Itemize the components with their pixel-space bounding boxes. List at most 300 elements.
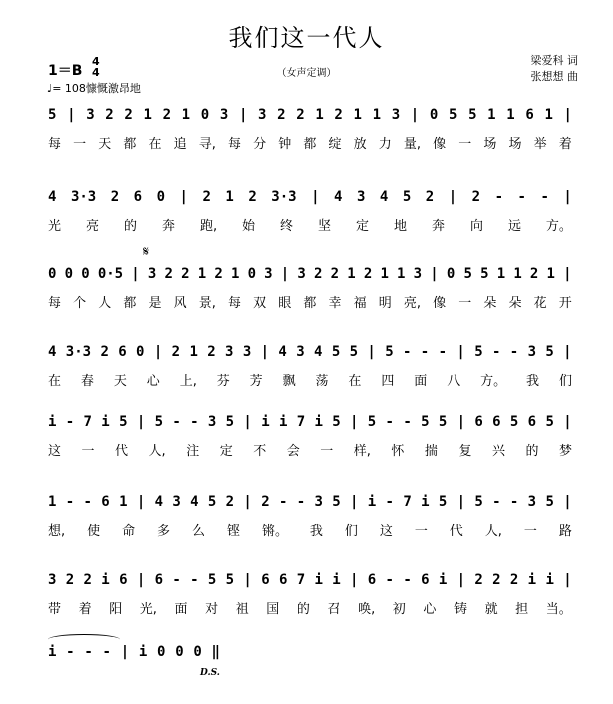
note-row (48, 340, 572, 364)
note: 1 (506, 107, 515, 123)
barline: | (563, 266, 572, 282)
lyric-syllable: 的 (525, 444, 539, 459)
note: 6 (474, 414, 483, 430)
note: 0 (247, 266, 256, 282)
note: 2 (65, 572, 75, 588)
lyric-syllable: 们 (558, 374, 572, 389)
lyric-syllable: 分 (253, 137, 267, 152)
lyric-syllable: 方。 (545, 219, 572, 234)
note: 7 (296, 572, 306, 588)
lyric-syllable: 都 (123, 296, 137, 311)
note: 0 (200, 107, 210, 123)
note: i (138, 644, 148, 660)
lyric-syllable: 祖 (235, 602, 249, 617)
lyric-syllable: 每 (228, 296, 242, 311)
lyric-syllable: 不 (253, 444, 267, 459)
note: - (65, 414, 75, 430)
barline: | (280, 266, 290, 282)
lyric-syllable: 花 (533, 296, 547, 311)
note: - (438, 344, 448, 360)
barline: | (136, 494, 146, 510)
note: 3 (48, 572, 57, 588)
note: 5 (385, 344, 394, 360)
barline: | (120, 644, 130, 660)
segno-sign: 𝄋 (143, 244, 150, 260)
note: 6 (133, 189, 143, 205)
lyric-syllable: 面 (174, 602, 188, 617)
note: 1 (353, 107, 362, 123)
lyric-syllable: 一 (73, 137, 87, 152)
note: 4 (48, 344, 57, 360)
note: i (438, 572, 448, 588)
key-signature: 1＝B (48, 63, 83, 79)
note: - (190, 572, 199, 588)
note: - (102, 644, 111, 660)
note: 2 (162, 107, 171, 123)
dal-segno-mark: D.S. (200, 668, 220, 678)
lyric-syllable: 绽 (328, 137, 342, 152)
barline: | (350, 414, 359, 430)
lyric-syllable: 追 (173, 137, 187, 152)
lyric-syllable: 带 (48, 602, 62, 617)
note: 2 (277, 107, 286, 123)
lyric-syllable: 个 (73, 296, 87, 311)
lyric-syllable: 使 (87, 524, 101, 539)
note: 5 (225, 414, 235, 430)
note: 4 (334, 189, 343, 205)
lyric-syllable: 每 (48, 137, 62, 152)
key-note: （女声定调） (276, 68, 337, 79)
barline: | (243, 494, 252, 510)
note: 2 (314, 266, 323, 282)
lyric-syllable: 始 (242, 219, 256, 234)
note: 3 (356, 189, 366, 205)
lyric-syllable: 一 (414, 524, 428, 539)
note: - (509, 344, 519, 360)
note: 4 (48, 189, 57, 205)
note: i (527, 572, 537, 588)
lyric-syllable: 一 (458, 137, 472, 152)
note: - (420, 344, 430, 360)
lyric-syllable: 会 (286, 444, 300, 459)
lyric-syllable: 寻, (198, 137, 216, 152)
note: 1 (189, 344, 198, 360)
note: 2 (202, 189, 211, 205)
lyric-syllable: 一 (523, 524, 537, 539)
note: 0 (429, 107, 439, 123)
note: 5 (421, 414, 430, 430)
barline: | (238, 107, 248, 123)
lyric-syllable: 方。 (480, 374, 507, 389)
note: 0 (136, 344, 145, 360)
note: 6 (278, 572, 288, 588)
barline: | (136, 572, 146, 588)
lyric-syllable: 举 (533, 137, 547, 152)
lyric-syllable: 揣 (424, 444, 438, 459)
note: 5 (474, 344, 483, 360)
lyric-syllable: 四 (381, 374, 395, 389)
note: 1 (225, 189, 234, 205)
lyric-syllable: 荡 (315, 374, 329, 389)
note: 2 (296, 107, 305, 123)
note: 3 (527, 494, 537, 510)
lyric-syllable: 么 (192, 524, 206, 539)
lyric-syllable: 每 (48, 296, 62, 311)
lyric-syllable: 风 (173, 296, 187, 311)
lyric-syllable: 着 (558, 137, 572, 152)
note: 2 (225, 494, 235, 510)
note: 5 (119, 414, 128, 430)
lyric-syllable: 都 (303, 137, 317, 152)
barline: | (350, 494, 359, 510)
lyric-syllable: 终 (280, 219, 294, 234)
note: - (385, 494, 394, 510)
note: 6 (527, 414, 537, 430)
lyric-syllable: 量, (403, 137, 422, 152)
barline: | (563, 414, 572, 430)
note: 4 (154, 494, 164, 510)
lyric-syllable: 光 (48, 219, 62, 234)
lyric-syllable: 复 (458, 444, 472, 459)
lyric-syllable: 都 (303, 296, 317, 311)
note: 3 (86, 107, 95, 123)
note: 2 (83, 572, 92, 588)
lyric-syllable: 定 (356, 219, 370, 234)
note: 1 (487, 107, 496, 123)
note: 3 (413, 266, 423, 282)
lyric-syllable: 远 (507, 219, 521, 234)
note: 2 (100, 344, 109, 360)
note: 5 (48, 107, 57, 123)
note: 3 (147, 266, 157, 282)
note: 6 (367, 572, 377, 588)
note: 5 (474, 494, 483, 510)
barline: | (563, 189, 572, 205)
note: 1 (48, 494, 57, 510)
lyric-syllable: 当。 (545, 602, 572, 617)
lyric-syllable: 我 (526, 374, 540, 389)
lyric-syllable: 多 (157, 524, 171, 539)
note: 5 (438, 494, 448, 510)
lyric-syllable: 双 (253, 296, 267, 311)
note: 5 (480, 266, 489, 282)
note: 1 (347, 266, 356, 282)
lyric-syllable: 朵 (508, 296, 522, 311)
lyric-syllable: 怀 (391, 444, 405, 459)
lyric-syllable: 这 (48, 444, 62, 459)
note: i (332, 572, 341, 588)
lyric-syllable: 是 (148, 296, 162, 311)
barline: | (448, 189, 458, 205)
note: 7 (83, 414, 92, 430)
note: - (172, 414, 181, 430)
note: - (517, 189, 526, 205)
lyric-syllable: 景, (198, 296, 216, 311)
lyric-syllable: 想, (48, 524, 66, 539)
lyric-syllable: 召 (327, 602, 341, 617)
note: 2 (330, 266, 340, 282)
note: 6 (154, 572, 164, 588)
note: 6 (421, 572, 430, 588)
barline: | (563, 494, 572, 510)
note: 4 (278, 344, 287, 360)
lyric-syllable: 奔 (161, 219, 175, 234)
barline: | (430, 266, 439, 282)
note: 2 (181, 266, 190, 282)
note: 1 (544, 107, 553, 123)
lyric-syllable: 跑, (199, 219, 218, 234)
note: - (509, 494, 519, 510)
note: 3 (297, 266, 306, 282)
note: 0 (175, 644, 184, 660)
tie-mark (48, 634, 120, 645)
lyric-syllable: 的 (296, 602, 310, 617)
note: 5 (509, 414, 519, 430)
lyric-syllable: 在 (348, 374, 362, 389)
note: 2 (474, 572, 483, 588)
note: - (296, 494, 306, 510)
note: 5 (331, 344, 341, 360)
note-row (48, 568, 572, 592)
note: 6 (101, 494, 110, 510)
lyric-syllable: 国 (266, 602, 280, 617)
note: 1 (230, 266, 240, 282)
note: 3 (391, 107, 401, 123)
note: 2 (124, 107, 133, 123)
note: 0 (64, 266, 74, 282)
note: 1 (181, 107, 191, 123)
lyric-syllable: 地 (393, 219, 407, 234)
lyric-syllable: 一 (320, 444, 334, 459)
lyric-syllable: 的 (123, 219, 137, 234)
lyric-syllable: 都 (123, 137, 137, 152)
note: - (491, 344, 501, 360)
lyric-syllable: 心 (423, 602, 437, 617)
lyric-syllable: 亮, (403, 296, 422, 311)
note-row (48, 262, 572, 286)
barline: | (367, 344, 376, 360)
note-row (48, 490, 572, 514)
note: 3 (219, 107, 229, 123)
note-row (48, 103, 572, 127)
lyric-syllable: 开 (558, 296, 572, 311)
note: 6 (492, 414, 501, 430)
note: 0 (446, 266, 456, 282)
time-signature-bottom: 4 (92, 66, 100, 79)
note: 3 (527, 344, 537, 360)
note: 0 (156, 189, 166, 205)
lyric-syllable: 担 (515, 602, 529, 617)
lyric-syllable: 福 (353, 296, 367, 311)
note: 1 (513, 266, 522, 282)
lyric-syllable: 人 (98, 296, 112, 311)
note: - (403, 572, 412, 588)
barline: | (563, 344, 572, 360)
note: 5 (448, 107, 458, 123)
lyric-row (48, 520, 572, 539)
note-row (48, 185, 572, 209)
lyric-syllable: 力 (378, 137, 392, 152)
song-title: 我们这一代人 (228, 24, 385, 52)
note: 5 (468, 107, 477, 123)
note: 5 (367, 414, 377, 430)
lyric-syllable: 奔 (431, 219, 445, 234)
barline: | (350, 572, 359, 588)
lyric-row (48, 440, 572, 459)
note: 1 (143, 107, 152, 123)
note: 5 (349, 344, 359, 360)
lyric-row (48, 370, 572, 389)
lyric-syllable: 面 (414, 374, 428, 389)
lyric-syllable: 每 (228, 137, 242, 152)
lyricist-credit: 梁爱科 词 (530, 54, 578, 67)
lyric-syllable: 像 (433, 137, 447, 152)
note: 0 (81, 266, 90, 282)
note: 2 (261, 494, 270, 510)
note: - (494, 189, 504, 205)
note: - (403, 344, 412, 360)
lyric-syllable: 坚 (318, 219, 332, 234)
note: 1 (315, 107, 324, 123)
note: 5 (402, 189, 412, 205)
note: - (403, 414, 412, 430)
lyric-syllable: 飘 (282, 374, 296, 389)
barline: | (456, 414, 466, 430)
note: 4 (190, 494, 199, 510)
lyric-syllable: 锵。 (261, 524, 288, 539)
note: i (48, 644, 57, 660)
lyric-syllable: 向 (469, 219, 483, 234)
lyric-row (48, 292, 572, 311)
note: 1 (397, 266, 406, 282)
barline: | (243, 572, 252, 588)
note: 3 (242, 344, 252, 360)
lyric-row (48, 133, 572, 152)
note: i (261, 414, 270, 430)
note: 4 (379, 189, 389, 205)
note: 3·3 (70, 189, 97, 205)
note: i (314, 414, 323, 430)
barline: | (456, 344, 465, 360)
note: - (540, 189, 549, 205)
note: 3 (264, 266, 273, 282)
note: - (66, 644, 75, 660)
note: 2 (248, 189, 257, 205)
note: 3 (296, 344, 305, 360)
note: - (65, 494, 75, 510)
note: 7 (296, 414, 306, 430)
lyric-syllable: 兴 (491, 444, 505, 459)
lyric-syllable: 一 (458, 296, 472, 311)
note: 2 (207, 344, 216, 360)
barline: | (67, 107, 76, 123)
lyric-syllable: 天 (98, 137, 112, 152)
note: 6 (119, 572, 128, 588)
lyric-syllable: 芬 (216, 374, 230, 389)
note: 2 (529, 266, 539, 282)
barline: | (153, 344, 163, 360)
lyric-syllable: 一 (81, 444, 95, 459)
note: 1 (546, 266, 555, 282)
lyric-syllable: 铿 (226, 524, 240, 539)
barline: | (243, 414, 252, 430)
note: 2 (471, 189, 481, 205)
composer-credit: 张想想 曲 (530, 70, 578, 83)
barline: | (410, 107, 420, 123)
lyric-syllable: 路 (558, 524, 572, 539)
note: i (545, 572, 554, 588)
barline: | (179, 189, 188, 205)
note: 7 (403, 494, 412, 510)
lyric-syllable: 明 (378, 296, 392, 311)
note: 5 (545, 494, 554, 510)
note: 5 (332, 414, 341, 430)
lyric-syllable: 场 (508, 137, 522, 152)
note: 3 (258, 107, 267, 123)
note: 6 (261, 572, 270, 588)
note: 3 (314, 494, 323, 510)
lyric-syllable: 阳 (109, 602, 123, 617)
note: 3 (207, 414, 217, 430)
barline: | (131, 266, 140, 282)
barline: | (563, 107, 572, 123)
note: 5 (225, 572, 235, 588)
note: 0 (193, 644, 202, 660)
barline: ‖ (211, 644, 220, 660)
lyric-syllable: 光, (139, 602, 157, 617)
time-signature (92, 56, 100, 78)
lyric-syllable: 天 (113, 374, 127, 389)
note: 1 (197, 266, 207, 282)
note: 2 (214, 266, 223, 282)
note: - (83, 494, 92, 510)
note: 5 (438, 414, 448, 430)
note: 5 (207, 572, 217, 588)
note: 1 (372, 107, 382, 123)
note: i (101, 572, 110, 588)
lyric-syllable: 在 (148, 137, 162, 152)
barline: | (456, 494, 466, 510)
lyric-syllable: 定 (219, 444, 233, 459)
note: 2 (425, 189, 435, 205)
note: 0·5 (97, 266, 124, 282)
lyric-syllable: 代 (449, 524, 463, 539)
lyric-syllable: 朵 (483, 296, 497, 311)
barline: | (311, 189, 320, 205)
note: 2 (110, 189, 120, 205)
lyric-syllable: 幸 (328, 296, 342, 311)
note: 3·3 (65, 344, 92, 360)
lyric-syllable: 场 (483, 137, 497, 152)
lyric-syllable: 对 (205, 602, 219, 617)
note: 2 (363, 266, 373, 282)
lyric-syllable: 在 (48, 374, 62, 389)
lyric-syllable: 春 (80, 374, 94, 389)
note: i (367, 494, 377, 510)
note: 2 (509, 572, 519, 588)
note: 1 (119, 494, 128, 510)
note: 0 (157, 644, 166, 660)
barline: | (260, 344, 270, 360)
note: 4 (314, 344, 323, 360)
note: 5 (332, 494, 341, 510)
note: 2 (105, 107, 114, 123)
barline: | (456, 572, 466, 588)
lyric-syllable: 注 (186, 444, 200, 459)
lyric-syllable: 上, (179, 374, 197, 389)
note: 3·3 (271, 189, 297, 205)
note: 3 (225, 344, 234, 360)
